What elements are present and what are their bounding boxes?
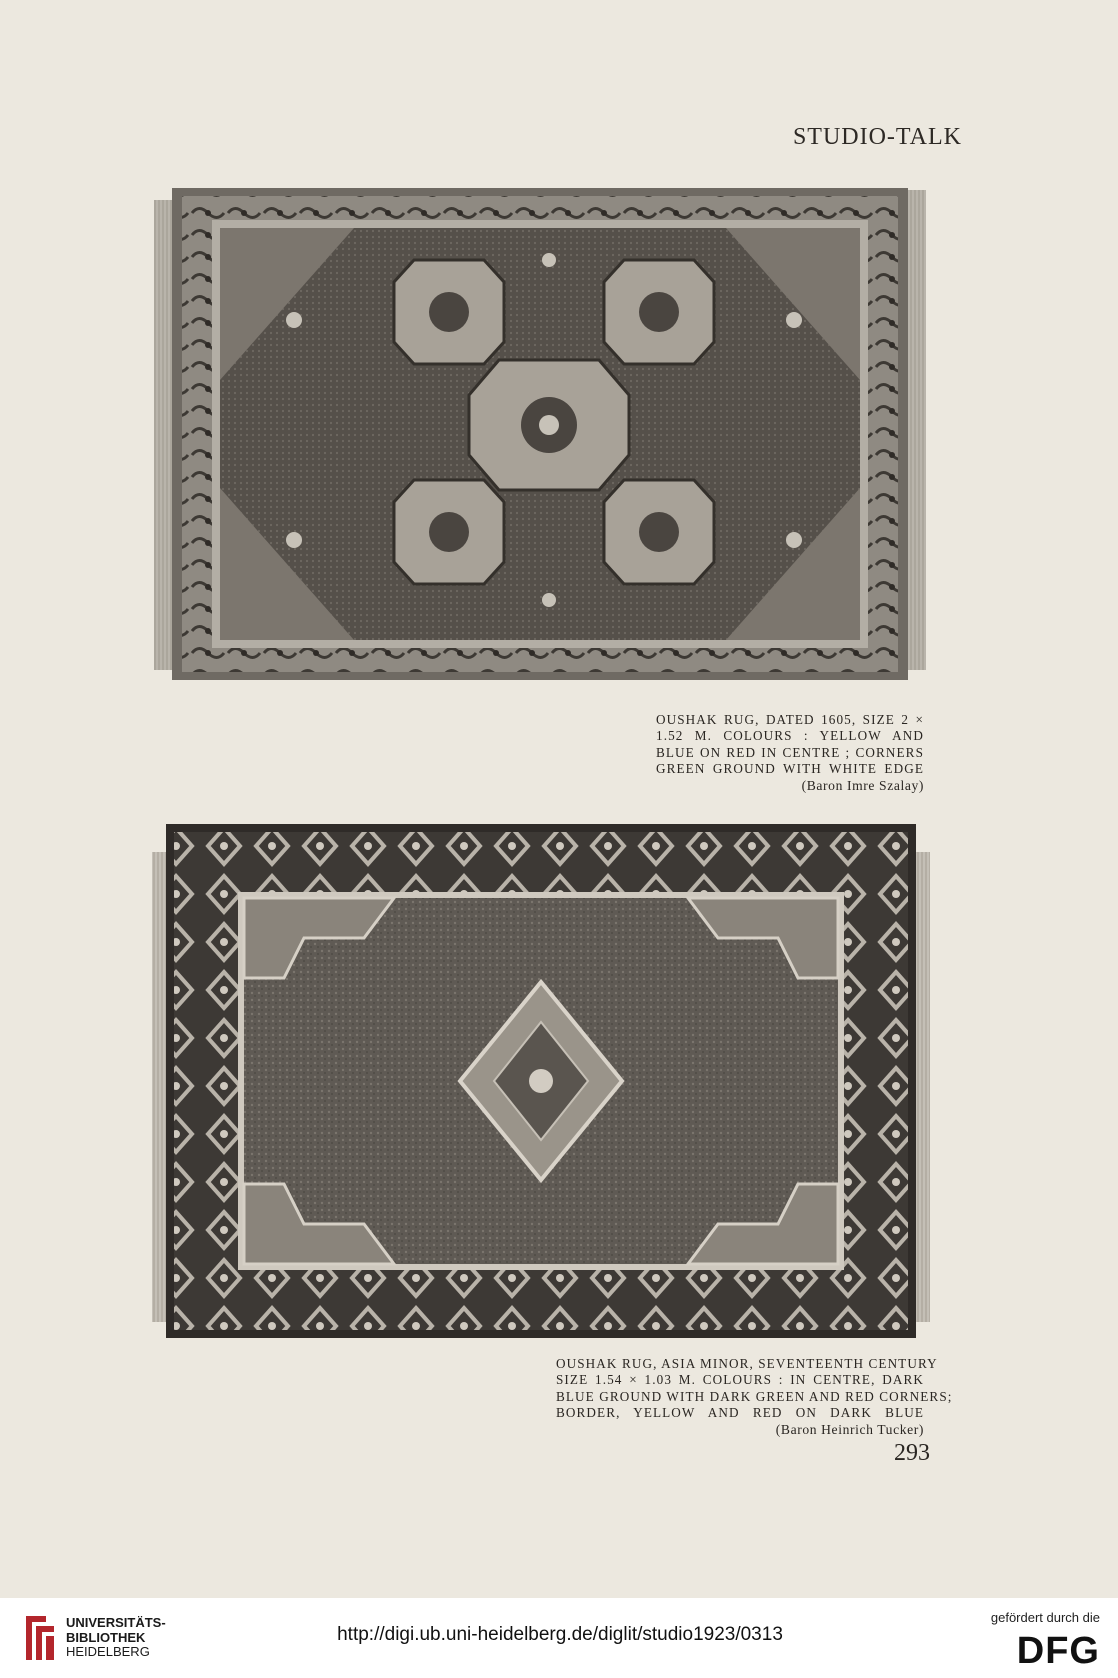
running-head: STUDIO-TALK	[792, 124, 962, 150]
library-line: UNIVERSITÄTS-	[66, 1615, 166, 1630]
caption-line: OUSHAK RUG, ASIA MINOR, SEVENTEENTH CENTURY	[556, 1356, 938, 1371]
caption-rug-1	[656, 712, 924, 794]
permalink-url[interactable]: http://digi.ub.uni-heidelberg.de/diglit/studio1923/0313	[337, 1624, 783, 1645]
caption-line: BLUE ON RED IN CENTRE ; CORNERS	[656, 744, 924, 760]
rug-photograph-1	[154, 180, 926, 688]
caption-credit: (Baron Heinrich Tucker)	[775, 1421, 924, 1437]
digitization-footer	[0, 1598, 1118, 1678]
caption-credit: (Baron Imre Szalay)	[801, 777, 924, 793]
caption-line: BLUE GROUND WITH DARK GREEN AND RED CORNERS;	[556, 1388, 953, 1404]
caption-line: 1.52 M. COLOURS : YELLOW AND	[656, 728, 924, 744]
caption-line: BORDER, YELLOW AND RED ON DARK BLUE	[556, 1405, 924, 1421]
caption-rug-2	[556, 1356, 953, 1438]
university-library-logo-icon	[22, 1612, 58, 1664]
dfg-logo: DFG	[1016, 1630, 1100, 1672]
caption-line: GREEN GROUND WITH WHITE EDGE	[656, 761, 924, 777]
library-line: HEIDELBERG	[66, 1644, 150, 1659]
library-line: BIBLIOTHEK	[66, 1629, 146, 1645]
page-number: 293	[894, 1440, 930, 1466]
sponsor-note: gefördert durch die	[990, 1610, 1100, 1625]
caption-line: SIZE 1.54 × 1.03 M. COLOURS : IN CENTRE, DARK	[556, 1372, 924, 1388]
university-library-name	[66, 1616, 166, 1660]
rug-photograph-2	[152, 822, 930, 1342]
caption-line: OUSHAK RUG, DATED 1605, SIZE 2 ×	[656, 712, 924, 727]
